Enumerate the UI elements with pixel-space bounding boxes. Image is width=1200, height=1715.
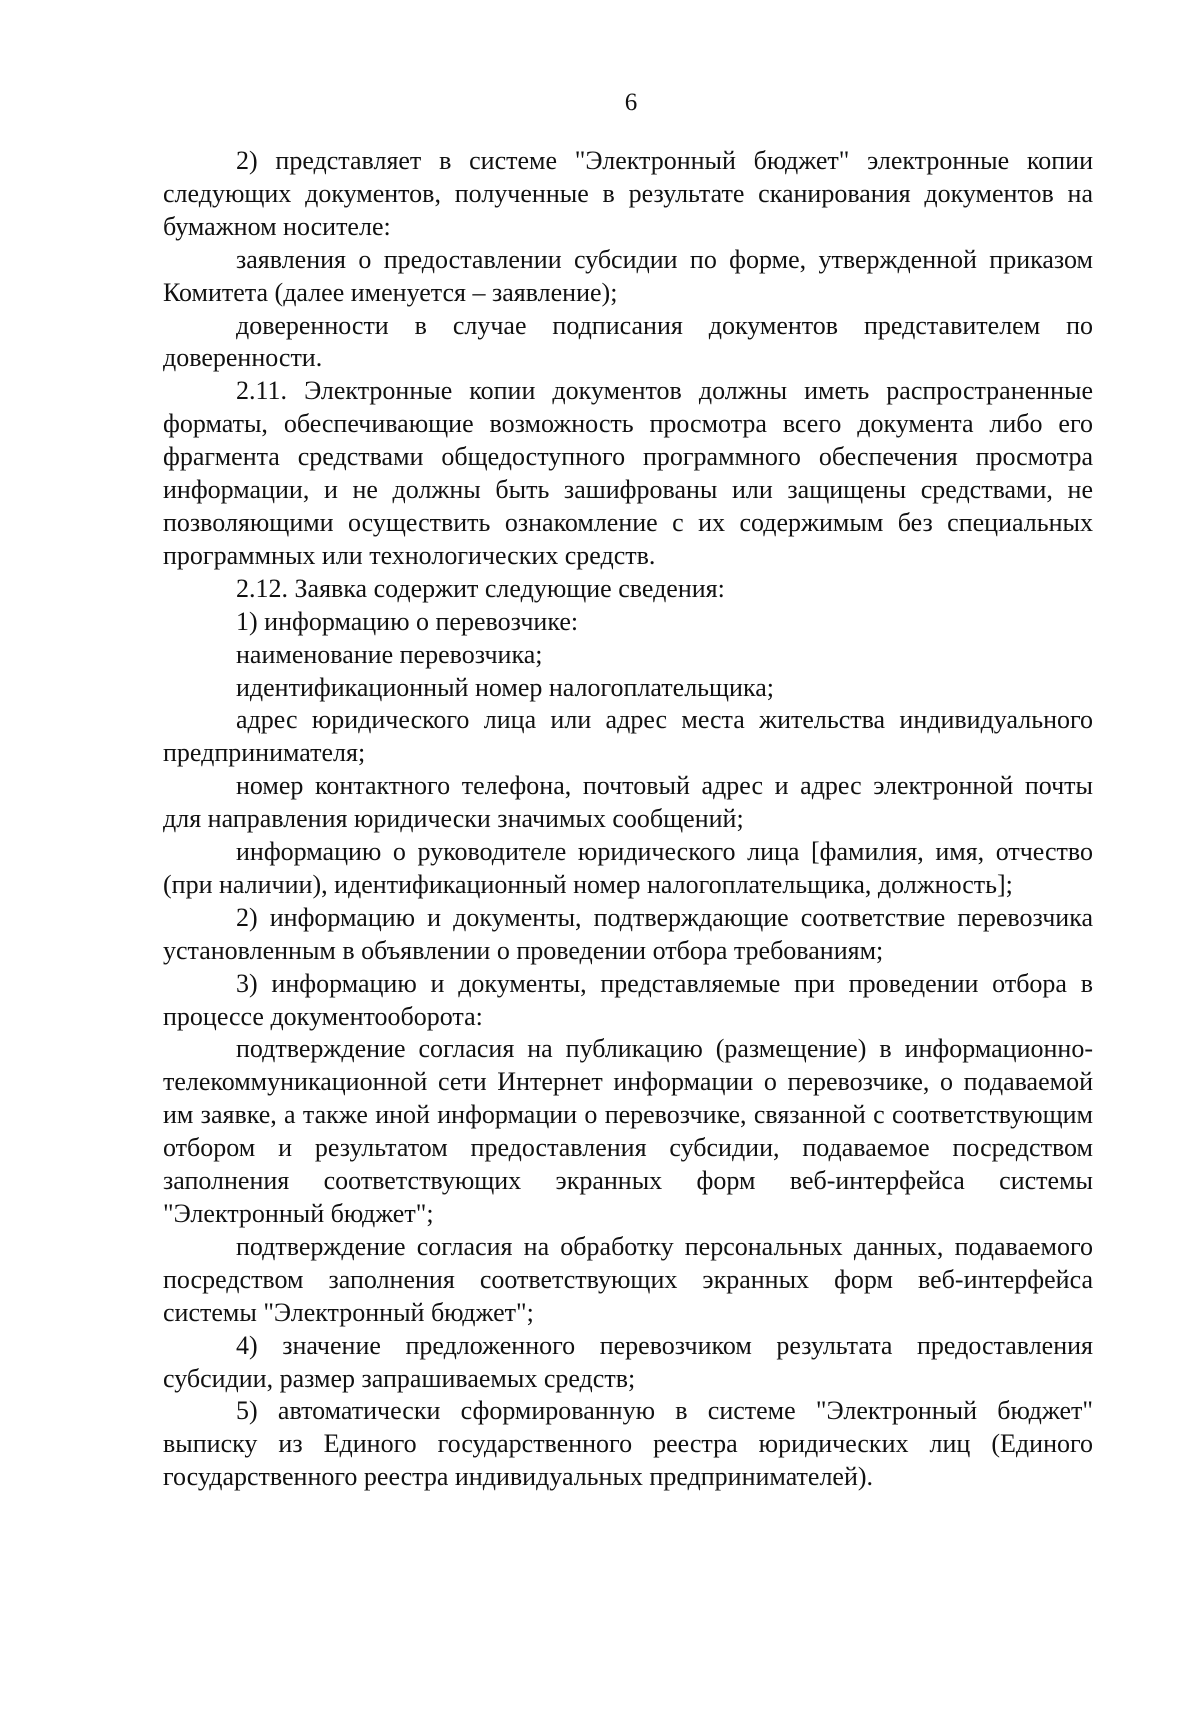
- paragraph-workflow-docs: 3) информацию и документы, представляемые при проведении отбора в процессе документооборота:: [163, 968, 1093, 1031]
- paragraph-2-12: 2.12. Заявка содержит следующие сведения:: [236, 573, 725, 603]
- paragraph-head-info: информацию о руководителе юридического лица [фамилия, имя, отчество (при наличии), идентификационный номер налогоплательщика, должность];: [163, 837, 1093, 899]
- document-body: [163, 145, 1093, 1494]
- paragraph-power-of-attorney: доверенности в случае подписания документов представителем по доверенности.: [163, 310, 1093, 373]
- paragraph-address: адрес юридического лица или адрес места жительства индивидуального предпринимателя;: [163, 705, 1093, 768]
- paragraph-application-form: заявления о предоставлении субсидии по форме, утвержденной приказом Комитета (далее именуется – заявление);: [163, 244, 1093, 307]
- paragraph-contacts: номер контактного телефона, почтовый адрес и адрес электронной почты для направления юридически значимых сообщений;: [163, 771, 1093, 834]
- paragraph-carrier-info: 1) информацию о перевозчике:: [236, 606, 579, 636]
- paragraph-personal-data-consent: подтверждение согласия на обработку персональных данных, подаваемого посредством заполнения соответствующих экранных форм веб-интерфейса системы "Электронный бюджет";: [163, 1231, 1093, 1327]
- paragraph-carrier-name: наименование перевозчика;: [236, 639, 543, 669]
- paragraph-registry-extract: 5) автоматически сформированную в системе "Электронный бюджет" выписку из Единого государственного реестра юридических лиц (Единого государственного реестра индивидуальных предпринимателей).: [163, 1396, 1093, 1492]
- paragraph-tax-id: идентификационный номер налогоплательщика;: [236, 672, 774, 702]
- page-number: 6: [624, 89, 638, 116]
- paragraph-compliance-docs: 2) информацию и документы, подтверждающие соответствие перевозчика установленным в объявлении о проведении отбора требованиям;: [163, 902, 1093, 965]
- paragraph-2-11: 2.11. Электронные копии документов должны иметь распространенные форматы, обеспечивающие возможность просмотра всего документа либо его фрагмента средствами общедоступного программного обеспечения просмотра информации, и не должны быть зашифрованы или защищены средствами, не позволяющими осуществить ознакомление с их содержимым без специальных программных или технологических средств.: [163, 376, 1093, 570]
- paragraph-submit-copies: 2) представляет в системе "Электронный бюджет" электронные копии следующих документов, полученные в результате сканирования документов на бумажном носителе:: [163, 146, 1093, 241]
- paragraph-publication-consent: подтверждение согласия на публикацию (размещение) в информационно-телекоммуникационной сети Интернет информации о перевозчике, о подаваемой им заявке, а также иной информации о перевозчике, связанной с соответствующим отбором и результатом предоставления субсидии, подаваемое посредством заполнения соответствующих экранных форм веб-интерфейса системы "Электронный бюджет";: [163, 1034, 1093, 1228]
- paragraph-result-value: 4) значение предложенного перевозчиком результата предоставления субсидии, размер запрашиваемых средств;: [163, 1330, 1093, 1393]
